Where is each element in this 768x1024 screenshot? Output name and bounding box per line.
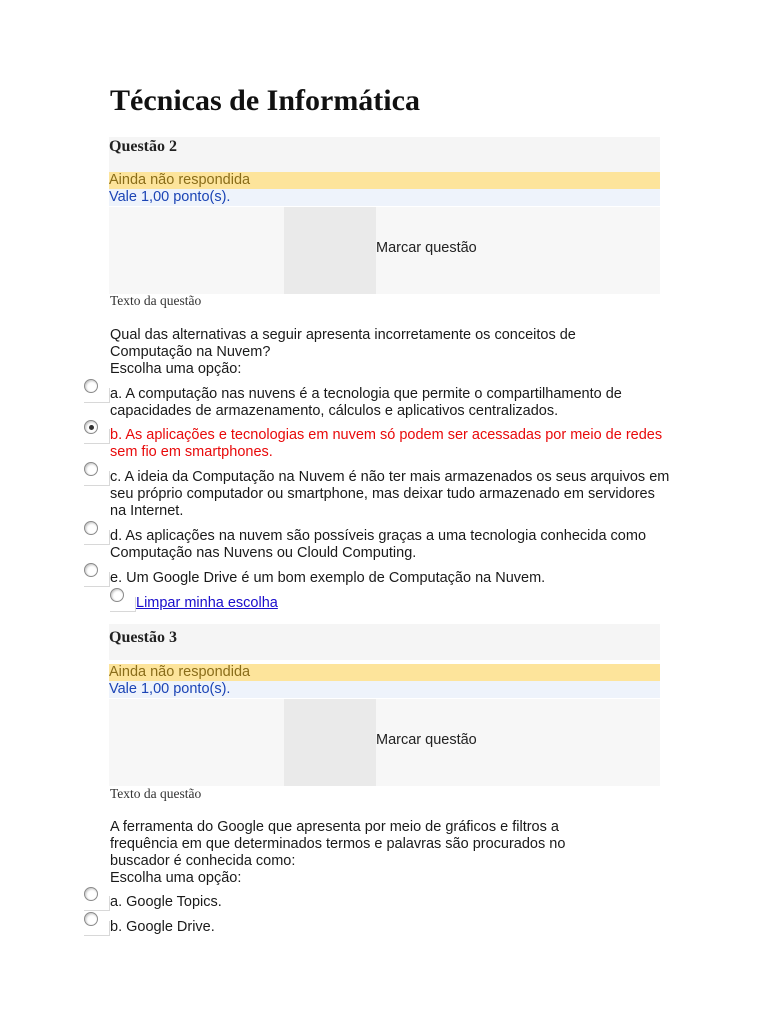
question-header: [109, 137, 660, 173]
radio-divider: [84, 586, 110, 587]
option-label[interactable]: e. Um Google Drive é um bom exemplo de Computação na Nuvem.: [110, 570, 546, 586]
option-label[interactable]: b. As aplicações e tecnologias em nuvem só podem ser acessadas por meio de redes sem fio em smartphones.: [110, 427, 663, 460]
question-text-label: Texto da questão: [110, 786, 202, 801]
radio-button[interactable]: [84, 379, 98, 393]
clear-choice-link[interactable]: Limpar minha escolha: [136, 595, 278, 611]
question-text: Qual das alternativas a seguir apresenta incorretamente os conceitos de Computação na Nuvem?: [110, 327, 576, 360]
radio-divider: [84, 485, 110, 486]
question-title: Questão 3: [109, 629, 177, 646]
flag-icon[interactable]: [284, 207, 376, 294]
radio-button-selected[interactable]: [84, 420, 98, 434]
radio-button[interactable]: [84, 912, 98, 926]
radio-divider: [84, 935, 110, 936]
flag-question-box[interactable]: [109, 699, 660, 786]
radio-divider: [84, 443, 110, 444]
choose-prompt: Escolha uma opção:: [110, 361, 242, 377]
radio-button[interactable]: [84, 521, 98, 535]
question-text-label: Texto da questão: [110, 293, 202, 308]
radio-divider: [84, 910, 110, 911]
flag-question-label[interactable]: Marcar questão: [376, 732, 477, 748]
radio-button[interactable]: [84, 462, 98, 476]
radio-button[interactable]: [84, 563, 98, 577]
flag-question-label[interactable]: Marcar questão: [376, 240, 477, 256]
radio-button[interactable]: [110, 588, 124, 602]
question-title: Questão 2: [109, 138, 177, 155]
radio-divider: [84, 402, 110, 403]
radio-divider: [110, 611, 136, 612]
question-header: [109, 624, 660, 660]
question-grade: Vale 1,00 ponto(s).: [109, 189, 660, 206]
page-title: Técnicas de Informática: [110, 84, 420, 117]
option-label[interactable]: a. A computação nas nuvens é a tecnologia que permite o compartilhamento de capacidades de armazenamento, cálculos e aplicativos centralizados.: [110, 386, 622, 419]
radio-divider: [84, 544, 110, 545]
choose-prompt: Escolha uma opção:: [110, 870, 242, 886]
radio-button[interactable]: [84, 887, 98, 901]
option-label[interactable]: c. A ideia da Computação na Nuvem é não ter mais armazenados os seus arquivos em seu próprio computador ou smartphone, mas deixar tudo armazenado em servidores na Internet.: [110, 469, 670, 519]
flag-question-box[interactable]: [109, 207, 660, 294]
option-label[interactable]: a. Google Topics.: [110, 894, 222, 910]
option-label[interactable]: b. Google Drive.: [110, 919, 215, 935]
question-state: Ainda não respondida: [109, 664, 660, 681]
flag-icon[interactable]: [284, 699, 376, 786]
question-state: Ainda não respondida: [109, 172, 660, 189]
question-text: A ferramenta do Google que apresenta por meio de gráficos e filtros a frequência em que determinados termos e palavras são procurados no buscador é conhecida como:: [110, 819, 566, 869]
option-label[interactable]: d. As aplicações na nuvem são possíveis graças a uma tecnologia conhecida como Computação nas Nuvens ou Clould Computing.: [110, 528, 647, 561]
question-grade: Vale 1,00 ponto(s).: [109, 681, 660, 698]
